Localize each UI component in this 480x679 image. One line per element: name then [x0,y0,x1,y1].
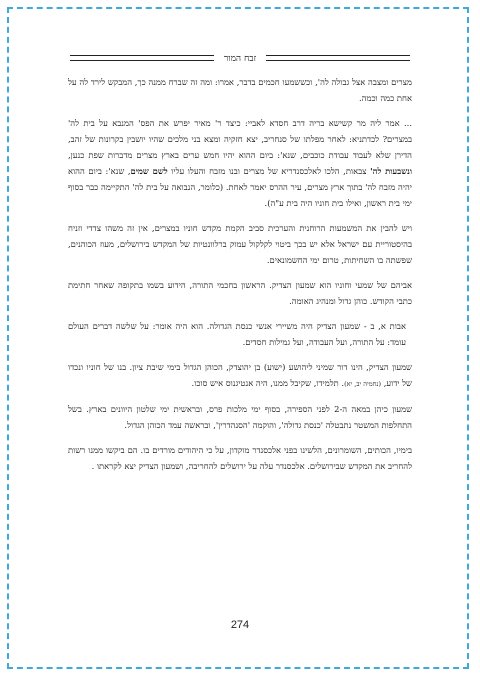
header-rule-right [266,55,410,61]
page-body [68,74,412,483]
paragraph-text: . תלמידו, שקיבל ממנו, היה אנטיגנוס איש סוכו. [191,378,345,388]
paragraph-text: ... אמר ליה מר קשישא בריה דרב חסדא לאביי: כיצד ר' מאיר יפרש את הפס' המנבא על בית לה' במצרים? לכדתניא: לאחר מפלתו של סנחריב, יצא חזקיה ומצא בני מלכים שהיו יושבין בקרונות של זהב, הדירן שלא לעבוד עבודת כוכבים, שנא': ביום ההוא יהיו חמש ערים בארץ מצרים מדברות שפת כנען, [68,118,412,160]
paragraph-text: , שנא': ביום ההוא יהיה מזבח לה' בתוך ארץ מצרים, עיר ההרס יאמר לאחת. (כלומר, הנבואה על בית לה' התקיימה כבר בסוף ימי בית ראשון, ואילו בית חוניו היה בית ע"ה). [68,166,412,208]
running-header [70,50,410,66]
paragraph-text: צבאות, הלכו לאלכסנדריא של מצרים ובנו מזבח והעלו עליו [167,166,371,176]
bold-phrase: ונשבעות לה' [370,166,412,176]
paragraph-text: שמעון הצדיק, הינו דור שמיני ליהושע (ישוע) בן יהוצדק, הכוהן הגדול בימי שיבת ציון. בנו של חוניו ונכדו של ידוע, [68,362,412,388]
header-rule-left [70,55,214,61]
quotation: אבות א, ב - שמעון הצדיק היה משיירי אנשי כנסת הגדולה. הוא היה אומר: על שלשה דברים העולם עומד: על התורה, ועל העבודה, ועל גמילות חסדים. [68,321,406,347]
paragraph [68,115,412,211]
paragraph: שמעון כיהן במאה ה-2 לפני הספירה, בסוף ימי מלכות פרס, ובראשית ימי שלטון היוונים בארץ. בשל התחלפות המשטר נתבטלה 'כנסת גדולה', והוקמה 'הסנהדרין', ובראשה עמד הכוהן הגדול. [68,404,413,430]
paragraph: ויש להבין את המשמעות הרוחנית והערכית סביב הקמת מקדש חוניו במצרים, אין זה משהו צדדי וזניח בהיסטוריית עם ישראל אלא יש בכך ביטוי לקלקול עמוק ברלוונטיות של המקדש בירושלים, מעוז הכוהנים, שפשתה בו השחיתות, טרום ימי החשמונאים. [68,223,412,265]
paragraph: בימיו, הכותים, השומרונים, הלשינו בפני אלכסנדר מוקדון, על כי היהודים מורדים בו. הם ביקשו ממנו רשות להחריב את המקדש שבירושלים. אלכסנדר עלה על ירושלים להחריבה, ושמעון הצדיק יצא לקראתו . [68,445,412,471]
source-reference: (נחמיה יב, יא) [344,380,382,388]
paragraph [68,359,412,392]
paragraph: אביהם של שמעי וחוניו הוא שמעון הצדיק. הראשון בחכמי התורה, הידוע בשמו בתקופה שאחר חתימת כתבי הקודש. כוהן גדול ומנהיג האומה. [68,280,412,306]
paragraph: מצרים ומצבה אצל גבולה לה', וכששמעו חכמים בדבר, אמרו: ומה זה שברח ממנה כך, המבקש לירד לה על אחת כמה וכמה. [68,77,412,103]
bold-phrase: לשם שמים [130,166,168,176]
page-number: 274 [230,619,250,631]
running-title: זבח המור [223,53,257,64]
